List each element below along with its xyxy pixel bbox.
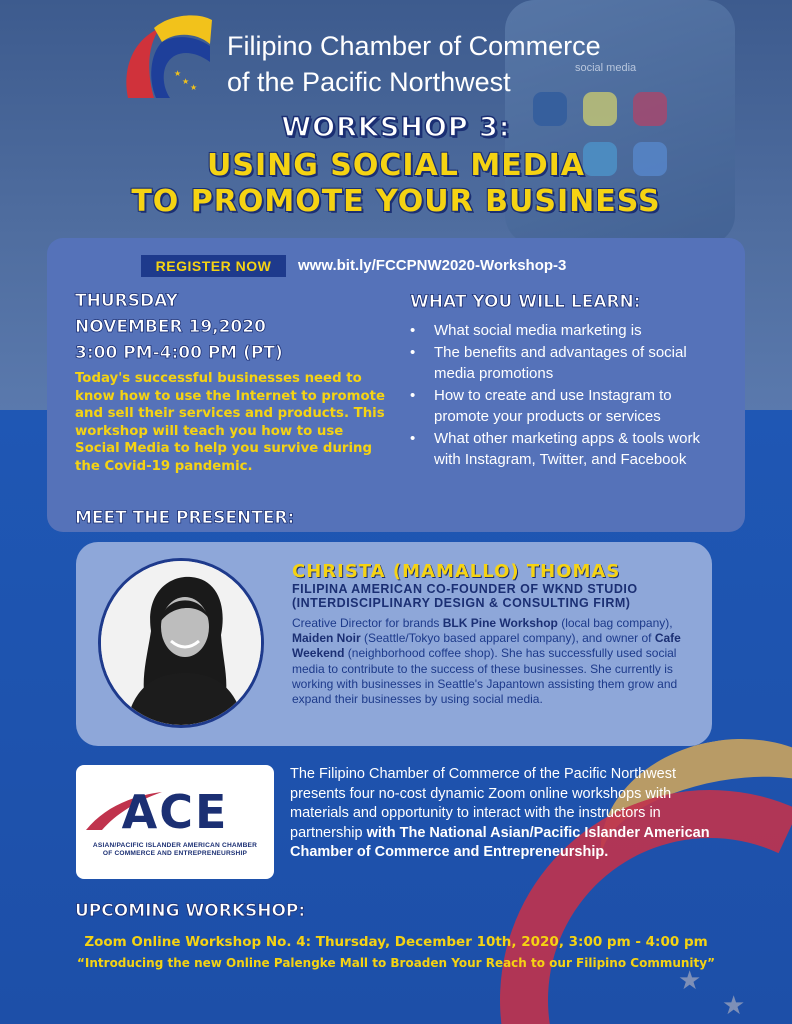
event-intro: Today's successful businesses need to know how to use the Internet to promote and sell their services and products. This workshop will teach you how to use Social Media to help you survive during the Covid-19 pandemic. — [75, 371, 386, 474]
bullet-icon: • — [410, 343, 416, 361]
list-item — [410, 342, 730, 385]
bullet-icon: • — [410, 429, 416, 447]
event-time: 3:00 PM-4:00 PM (PT) — [75, 343, 283, 363]
subtitle-line2: TO PROMOTE YOUR BUSINESS — [131, 184, 661, 219]
org-name-line2: of the Pacific Northwest — [227, 67, 511, 97]
upcoming-workshop-topic: “Introducing the new Online Palengke Mall to Broaden Your Reach to our Filipino Community” — [77, 956, 715, 970]
presenter-photo — [98, 558, 264, 728]
presenter-name: CHRISTA (MAMALLO) THOMAS — [292, 561, 621, 582]
list-item — [410, 385, 730, 428]
list-item — [410, 320, 730, 342]
meet-presenter-heading: MEET THE PRESENTER: — [75, 508, 295, 528]
list-item-text: What other marketing apps & tools work with Instagram, Twitter, and Facebook — [434, 429, 700, 468]
event-date: NOVEMBER 19,2020 — [75, 317, 266, 337]
upcoming-workshop-heading: UPCOMING WORKSHOP: — [75, 901, 306, 921]
brand-name: Maiden Noir — [292, 631, 361, 646]
svg-text:★: ★ — [190, 83, 198, 92]
list-item-text: How to create and use Instagram to promote your products or services — [434, 386, 672, 425]
subtitle-line1: USING SOCIAL MEDIA — [207, 148, 585, 183]
ace-logo-word: ACE — [121, 785, 229, 839]
brand-name: BLK Pine Workshop — [442, 616, 558, 630]
learn-heading: WHAT YOU WILL LEARN: — [410, 292, 641, 312]
bullet-icon: • — [410, 322, 416, 339]
bullet-icon: • — [410, 386, 416, 404]
list-item-text: The benefits and advantages of social media promotions — [434, 343, 687, 382]
registration-link[interactable]: www.bit.ly/FCCPNW2020-Workshop-3 — [298, 257, 567, 274]
partnership-text: The Filipino Chamber of Commerce of the Pacific Northwest presents four no-cost dynamic Zoom online workshops with materials and opportunity to interact with the instructors in partnership with The National Asian/Pacific Islander American Chamber of Commerce and Entrepreneurship. — [290, 766, 710, 860]
register-now-button[interactable]: REGISTER NOW — [141, 255, 286, 277]
workshop-title: WORKSHOP 3: — [281, 112, 511, 143]
presenter-role-line2: (INTERDISCIPLINARY DESIGN & CONSULTING FIRM) — [292, 596, 631, 610]
learn-list — [410, 320, 730, 471]
list-item-text: What social media marketing is — [434, 322, 642, 339]
svg-text:★: ★ — [182, 77, 190, 86]
event-day: THURSDAY — [75, 291, 178, 311]
workshop-subtitle — [0, 148, 792, 220]
phone-label: social media — [575, 62, 637, 74]
svg-text:★: ★ — [174, 69, 182, 78]
presenter-role — [292, 582, 702, 610]
ace-logo-caption: ASIAN/PACIFIC ISLANDER AMERICAN CHAMBER OF COMMERCE AND ENTREPRENEURSHIP — [92, 842, 258, 857]
org-name-line1: Filipino Chamber of Commerce — [227, 31, 601, 61]
presenter-role-line1: FILIPINA AMERICAN CO-FOUNDER OF WKND STUDIO — [292, 582, 638, 596]
list-item — [410, 428, 730, 471]
star-icon: ★ — [722, 990, 746, 1020]
star-icon: ★ — [678, 965, 702, 995]
fccpnw-logo — [118, 10, 214, 102]
presenter-bio: Creative Director for brands BLK Pine Workshop (local bag company), Maiden Noir (Seattle/Tokyo based apparel company), and owner of Cafe Weekend (neighborhood coffee shop). She has successfully used social media to contribute to the success of these businesses. She currently is working with businesses in Seattle's Japantown assisting them grow and expand their businesses by using social media. — [292, 616, 681, 707]
portrait-illustration — [101, 561, 264, 728]
organization-name — [227, 28, 697, 100]
upcoming-workshop-details: Zoom Online Workshop No. 4: Thursday, December 10th, 2020, 3:00 pm - 4:00 pm — [84, 934, 708, 950]
brand-name: Cafe Weekend — [292, 631, 681, 661]
